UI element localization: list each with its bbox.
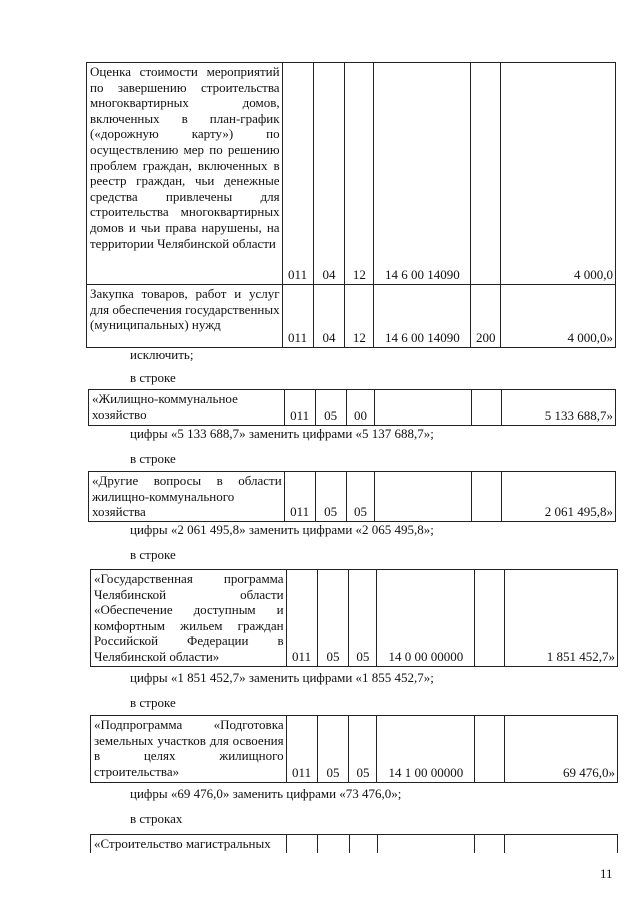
cell-code: 011 [284, 472, 315, 522]
cell-target-article [375, 472, 472, 522]
instruction-text: цифры «69 476,0» заменить цифрами «73 476,0»; [130, 786, 402, 801]
table-row [87, 63, 616, 285]
budget-table-2 [88, 389, 616, 426]
budget-table-4 [90, 569, 618, 667]
budget-table-6 [90, 834, 618, 853]
instruction-text: исключить; [130, 347, 194, 362]
cell-code: 011 [286, 716, 317, 783]
cell-amount: 2 061 495,8» [502, 472, 616, 522]
cell-code: 011 [282, 63, 313, 285]
instruction-text: в строке [130, 451, 176, 466]
instruction-text: цифры «1 851 452,7» заменить цифрами «1 855 452,7»; [130, 670, 434, 685]
cell-expense-type [472, 472, 502, 522]
cell-expense-type: 200 [471, 285, 501, 348]
cell-expense-type [471, 63, 501, 285]
row-name: Оценка стоимости мероприятий по завершению строительства многоквартирных домов, включенных в план-график («дорожную карту») по осуществлению мер по решению проблем граждан, включенных в реестр граждан, чьи денежные средства привлечены для строительства многоквартирных домов и чьи права нарушены, на территории Челябинской области [87, 63, 283, 285]
cell-section: 05 [317, 570, 349, 667]
instruction-text: в строках [130, 811, 183, 826]
cell-section: 04 [313, 63, 345, 285]
row-name: «Жилищно-коммунальное хозяйство [89, 390, 285, 426]
cell-section: 05 [317, 716, 349, 783]
table-row [87, 285, 616, 348]
cell-code [286, 835, 317, 853]
cell-expense-type [475, 716, 505, 783]
cell-section: 05 [315, 390, 346, 426]
table-row [91, 570, 618, 667]
cell-amount [505, 835, 618, 853]
cell-target-article: 14 1 00 00000 [377, 716, 475, 783]
cell-amount: 5 133 688,7» [502, 390, 616, 426]
cell-section: 04 [313, 285, 345, 348]
row-name: «Государственная программа Челябинской области «Обеспечение доступным и комфортным жильем граждан Российской Федерации в Челябинской области» [91, 570, 287, 667]
cell-subsection: 05 [346, 472, 375, 522]
cell-amount: 4 000,0 [501, 63, 616, 285]
cell-code: 011 [286, 570, 317, 667]
instruction-text: в строке [130, 547, 176, 562]
cell-target-article: 14 6 00 14090 [374, 285, 471, 348]
table-row [89, 472, 616, 522]
instruction-text: цифры «2 061 495,8» заменить цифрами «2 065 495,8»; [130, 522, 434, 537]
cell-subsection: 05 [349, 570, 377, 667]
table-row [89, 390, 616, 426]
instruction-text: в строке [130, 370, 176, 385]
row-name: Закупка товаров, работ и услуг для обеспечения государственных (муниципальных) нужд [87, 285, 283, 348]
budget-table-3 [88, 471, 616, 522]
cell-subsection: 00 [346, 390, 375, 426]
cell-code: 011 [282, 285, 313, 348]
row-name: «Строительство магистральных [91, 835, 287, 853]
cell-amount: 1 851 452,7» [505, 570, 618, 667]
cell-subsection [349, 835, 377, 853]
table-row [91, 835, 618, 853]
cell-subsection: 12 [345, 285, 374, 348]
row-name: «Другие вопросы в области жилищно-коммунального хозяйства [89, 472, 285, 522]
table-row [91, 716, 618, 783]
cell-amount: 4 000,0» [501, 285, 616, 348]
cell-section: 05 [315, 472, 346, 522]
cell-code: 011 [284, 390, 315, 426]
budget-table-5 [90, 715, 618, 783]
cell-subsection: 05 [349, 716, 377, 783]
cell-amount: 69 476,0» [505, 716, 618, 783]
cell-target-article [377, 835, 475, 853]
cell-subsection: 12 [345, 63, 374, 285]
instruction-text: в строке [130, 695, 176, 710]
cell-expense-type [472, 390, 502, 426]
cell-target-article: 14 6 00 14090 [374, 63, 471, 285]
row-name: «Подпрограмма «Подготовка земельных участков для освоения в целях жилищного строительства» [91, 716, 287, 783]
instruction-text: цифры «5 133 688,7» заменить цифрами «5 137 688,7»; [130, 426, 434, 441]
cell-expense-type [475, 835, 505, 853]
cell-expense-type [475, 570, 505, 667]
cell-section [317, 835, 349, 853]
page-number: 11 [600, 866, 613, 881]
cell-target-article: 14 0 00 00000 [377, 570, 475, 667]
cell-target-article [375, 390, 472, 426]
budget-table-1 [86, 62, 616, 348]
